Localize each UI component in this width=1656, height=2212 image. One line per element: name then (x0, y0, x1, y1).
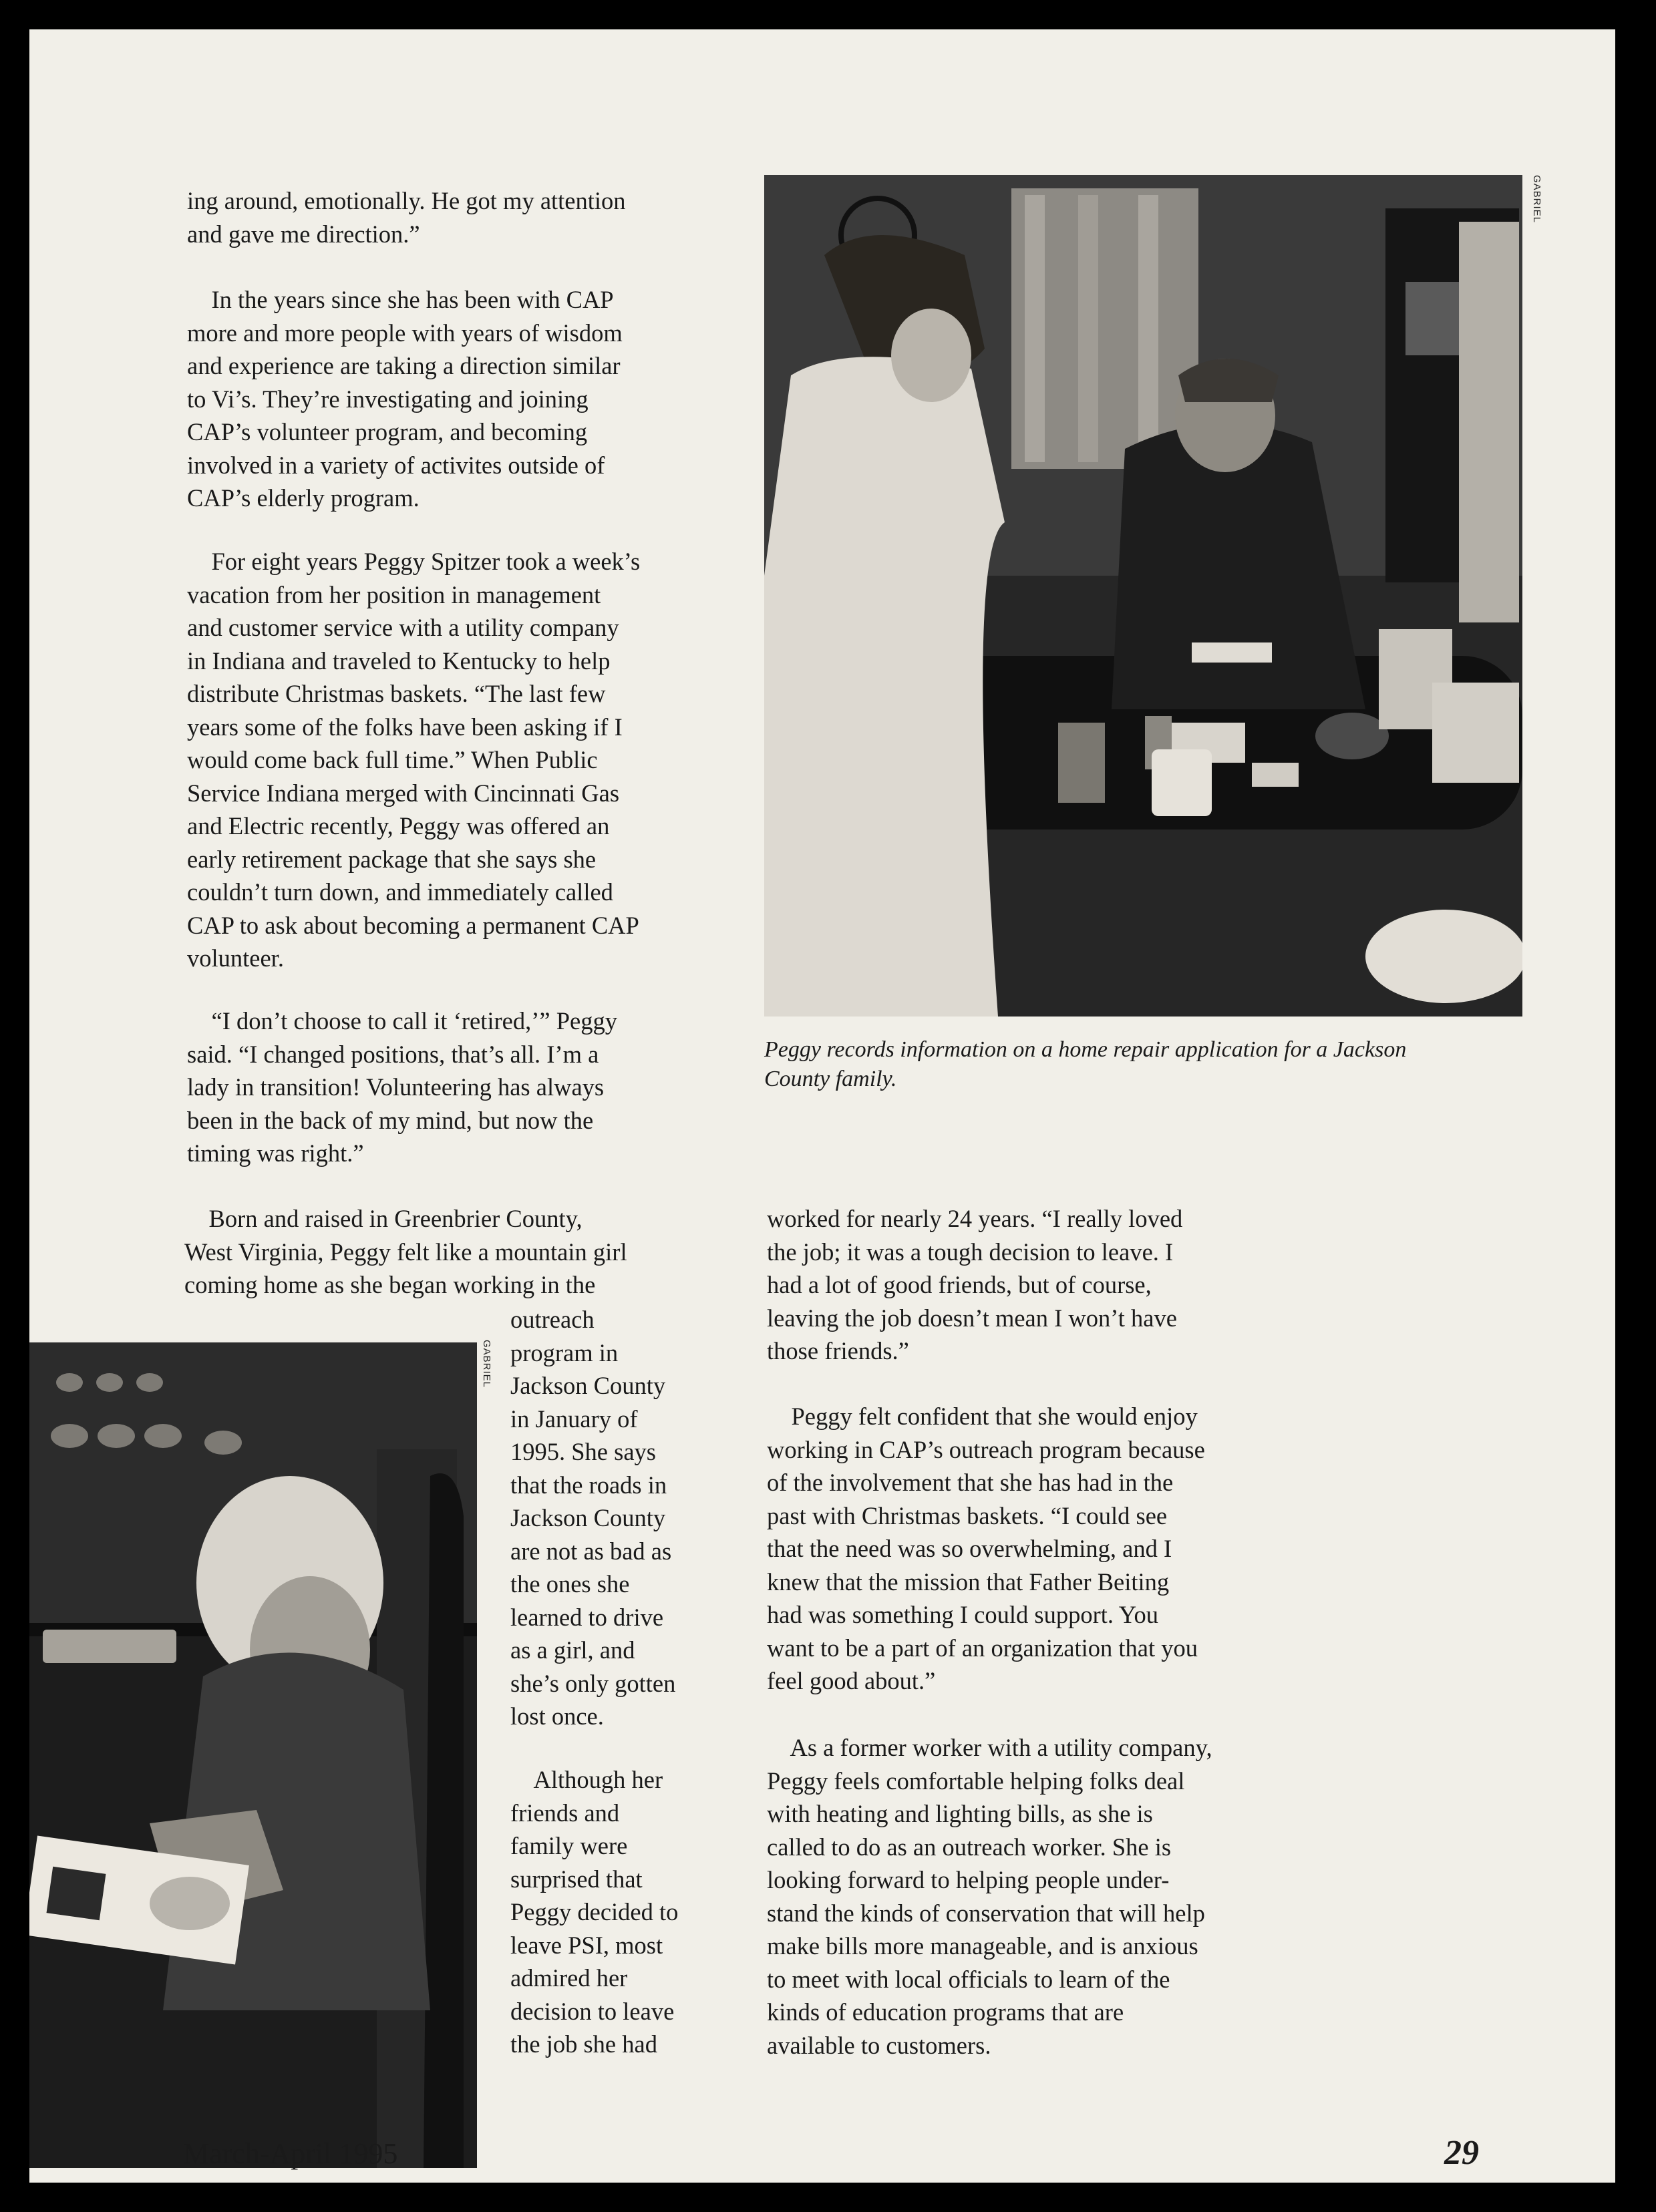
right-column-paragraph-3: As a former worker with a utility company, Peggy feels comfortable helping folks deal with heating and lighting bills, as she is called to do as an outreach worker. She is looking forward to helping people under- stand the kinds of conservation that will help make bills more manageable, and is anxious to meet with local officials to learn of the kinds of education programs that are available to customers. (767, 1734, 1212, 2059)
left-column-paragraph-1: ing around, emotionally. He got my attention and gave me direction.” (187, 187, 626, 248)
photo-caption: Peggy records information on a home repair application for a Jackson County family. (764, 1037, 1407, 1091)
right-column-paragraph-1: worked for nearly 24 years. “I really loved the job; it was a tough decision to leave. I had a lot of good friends, but of course, leaving the job doesn’t mean I won’t have those friends.” (767, 1205, 1183, 1364)
narrow-column-paragraph-2: Although her friends and family were surprised that Peggy decided to leave PSI, most admired her decision to leave the job she had (510, 1766, 679, 2058)
left-column-paragraph-4: “I don’t choose to call it ‘retired,’” Peggy said. “I changed positions, that’s all. I’m a lady in transition! Volunteering has always been in the back of my mind, but now the timing was right.” (187, 1007, 617, 1167)
magazine-page (29, 29, 1615, 2183)
photo-credit-top: GABRIEL (1531, 175, 1542, 224)
page-number: 29 (1444, 2134, 1479, 2172)
left-column-paragraph-2: In the years since she has been with CAP more and more people with years of wisdom and experience are taking a direction similar to Vi’s. They’re investigating and joining CAP’s volunteer program, and becoming involved in a variety of activites outside of CAP’s elderly program. (187, 286, 623, 512)
photo-elderly-woman-reading (29, 1342, 477, 2168)
issue-date: March-April 1995 (183, 2137, 398, 2170)
left-column-paragraph-5: Born and raised in Greenbrier County, West Virginia, Peggy felt like a mountain girl coming home as she began working in the (184, 1205, 627, 1298)
narrow-column-paragraph-1: outreach program in Jackson County in January of 1995. She says that the roads in Jackson County are not as bad as the ones she learned to drive as a girl, and she’s only gotten lost once. (510, 1306, 676, 1730)
photo-home-repair-application (764, 175, 1522, 1017)
photo-credit-bottom: GABRIEL (481, 1340, 492, 1389)
left-column-paragraph-3: For eight years Peggy Spitzer took a week’s vacation from her position in management and customer service with a utility company in Indiana and traveled to Kentucky to help distribute Christmas baskets. “The last few years some of the folks have been asking if I would come back full time.” When Public Service Indiana merged with Cincinnati Gas and Electric recently, Peggy was offered an early retirement package that she says she couldn’t turn down, and immediately called CAP to ask about becoming a permanent CAP volunteer. (187, 548, 641, 972)
right-column-paragraph-2: Peggy felt confident that she would enjoy working in CAP’s outreach program because of the involvement that she has had in the past with Christmas baskets. “I could see that the need was so overwhelming, and I knew that the mission that Father Beiting had was something I could support. You want to be a part of an organization that you feel good about.” (767, 1403, 1205, 1694)
